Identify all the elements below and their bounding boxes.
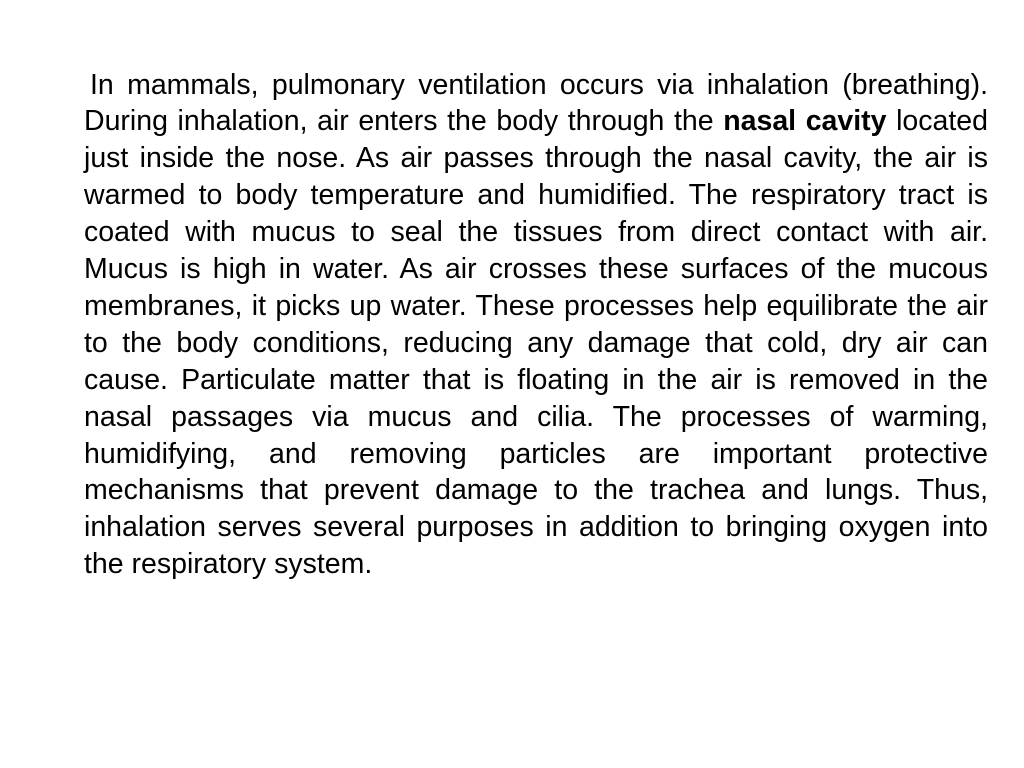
highlighted-term-nasal-cavity: nasal cavity [723,105,887,138]
paragraph-text-start: In mammals, pulmonary ventilation occurs via inhalation (breathing). During inhalation, air enters the body through the [84,68,988,138]
paragraph-text-rest: located just inside the nose. As air passes through the nasal cavity, the air is warmed to body temperature and humidified. The respiratory tract is coated with mucus to seal the tissues from direct contact with air. Mucus is high in water. As air crosses these surfaces of the mucous membranes, it picks up water. These processes help equilibrate the air to the body conditions, reducing any damage that cold, dry air can cause. Particulate matter that is floating in the air is removed in the nasal passages via mucus and cilia. The processes of warming, humidifying, and removing particles are important protective mechanisms that prevent damage to the trachea and lungs. Thus, inhalation serves several purposes in addition to bringing oxygen into the respiratory system. [84,105,988,581]
body-paragraph [84,67,988,584]
